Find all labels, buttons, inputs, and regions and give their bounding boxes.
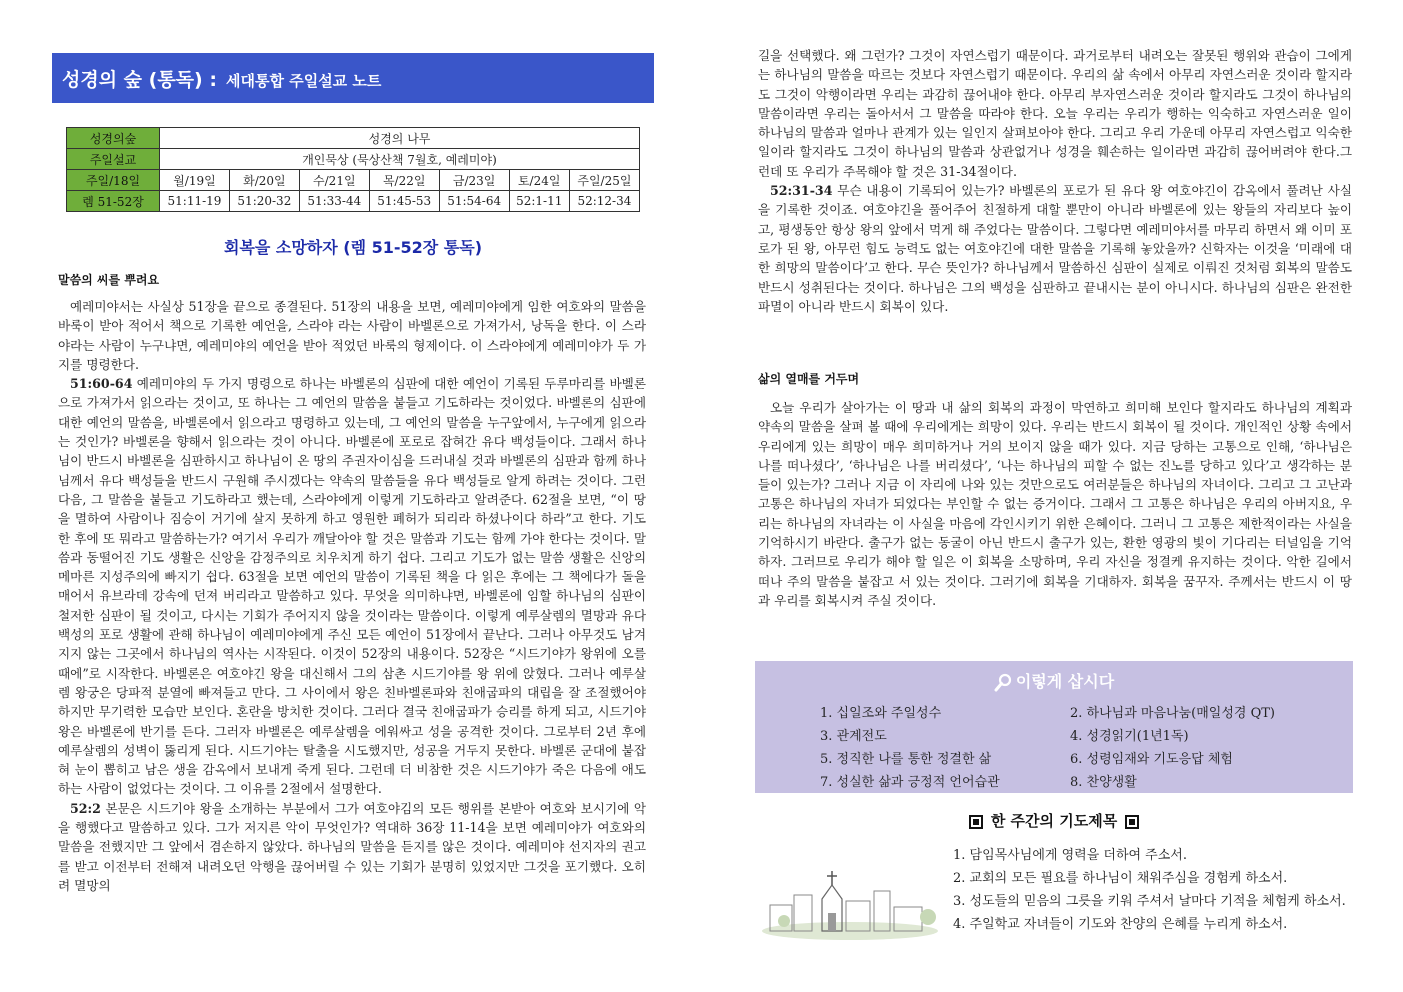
verse-reference: 52:31-34 [770,183,833,199]
live-guide-box [755,661,1353,793]
table-cell: 성경의 나무 [160,128,640,149]
table-cell: 월/19일 [160,170,230,191]
table-cell: 주일설교 [67,149,160,170]
paragraph-text: 무슨 내용이 기록되어 있는가? 바벨론의 포로가 된 유다 왕 여호야긴이 감옥에서 풀려난 사실을 기록한 것이죠. 여호야긴을 풀어주어 친절하게 대할 뿐만이 아니라 바벨론에 있는 왕들의 자리보다 높이고, 평생동안 항상 왕의 앞에서 먹게 해 주었다는 말씀이다. 그렇다면 예레미야서를 마무리 하면서 왜 이미 포로가 된 왕, 아무런 힘도 능력도 없는 여호야긴에 대한 말씀을 기록해 놓았을까? 신학자는 이것을 ‘미래에 대한 희망의 말씀이다’고 한다. 무슨 뜻인가? 하나님께서 말씀하신 심판이 실제로 이뤄진 것처럼 회복의 말씀도 반드시 성취된다는 것이다. 하나님은 그의 백성을 심판하고 끝내시는 분이 아니시다. 하나님의 심판은 완전한 파멸이 아니라 반드시 회복이 있다. [758,183,1352,314]
list-item: 2. 하나님과 마음나눔(매일성경 QT) [1070,706,1275,721]
table-cell: 금/23일 [439,170,509,191]
table-row [67,128,640,149]
list-item: 7. 성실한 삶과 긍정적 언어습관 [820,775,1000,790]
list-item: 5. 정직한 나를 통한 정결한 삶 [820,752,992,767]
magnifier-icon [994,673,1012,693]
paragraph: 길을 선택했다. 왜 그런가? 그것이 자연스럽기 때문이다. 과거로부터 내려오는 잘못된 행위와 관습이 그에게는 하나님의 말씀을 따르는 것보다 자연스럽기 때문이다. 우리의 삶 속에서 아무리 자연스러운 것이라 할지라도 그것이 악행이라면 우리는 과감히 끊어내야 한다. 아무리 부자연스러운 것이라 할지라도 그것이 하나님의 말씀이라면 우리는 돌아서서 그 말씀을 따라야 한다. 오늘 우리는 우리가 행하는 익숙하고 자연스러운 일이 하나님의 말씀과 얼마나 관계가 있는 일인지 살펴보아야 한다. 그리고 우리 가운데 아무리 자연스럽고 익숙한 일이라 할지라도 그것이 하나님의 말씀과 상관없거나 성경을 훼손하는 일이라면 과감히 끊어버려야 한다.그런데 또 우리가 주목해야 할 것은 31-34절이다. [758,48,1352,179]
table-cell: 개인묵상 (묵상산책 7월호, 예레미야) [160,149,640,170]
table-cell: 성경의숲 [67,128,160,149]
paragraph-text: 본문은 시드기야 왕을 소개하는 부분에서 그가 여호야김의 모든 행위를 본받아 여호와 보시기에 악을 행했다고 말씀하고 있다. 그가 저지른 악이 무엇인가? 역대하 36장 11-14을 보면 예레미야가 여호와의 말씀을 전했지만 그 앞에서 겸손하지 않았다. 하나님의 말씀을 듣지를 않은 것이다. 예레미야 선지자의 권고를 받고 이전부터 전해져 내려오던 악행을 끊어버릴 수 있는 기회가 분명히 있었지만 그것을 포기했다. 오히려 멸망의 [58,800,646,893]
paragraph [58,799,646,895]
paragraph [58,374,646,799]
page-header [52,53,654,103]
table-cell: 주일/18일 [67,170,160,191]
church-illustration [760,865,940,940]
section-heading: 말씀의 씨를 뿌려요 [58,273,160,287]
paragraph [758,181,1352,316]
table-cell: 51:20-32 [229,191,299,212]
square-bullet-icon [969,815,983,829]
section-heading: 삶의 열매를 거두며 [758,372,860,386]
list-item: 4. 주일학교 자녀들이 기도와 찬양의 은혜를 누리게 하소서. [953,917,1288,932]
table-cell: 51:33-44 [299,191,369,212]
paragraph: 예레미야서는 사실상 51장을 끝으로 종결된다. 51장의 내용을 보면, 예레미야에게 임한 여호와의 말씀을 바룩이 받아 적어서 책으로 기록한 예언을, 스라야 라는 사람이 바벨론으로 가져가서, 낭독을 한다. 이 스라야라는 사람이 누구냐면, 예레미야의 예언을 받아 적었던 바룩의 형제이다. 이 스라야에게 예레미야가 두 가지를 명령한다. [58,299,646,372]
table-row [67,191,640,212]
table-cell: 51:11-19 [160,191,230,212]
table-cell: 주일/25일 [569,170,639,191]
live-guide-title [755,669,1353,693]
list-item: 4. 성경읽기(1년1독) [1070,729,1189,744]
paragraph-text: 예레미야의 두 가지 명령으로 하나는 바벨론의 심판에 대한 예언이 기록된 두루마리를 바벨론으로 가져가서 읽으라는 것이고, 또 하나는 그 예언의 말씀을 붙들고 기도하라는 것이었다. 바벨론의 심판에 대한 예언의 말씀을, 바벨론에서 읽으라고 명령하고 있는데, 그 예언의 말씀을 누구앞에서, 누구에게 읽으라는 것인가? 바벨론을 향해서 읽으라는 것이 아니다. 바벨론에 포로로 잡혀간 유다 백성들이다. 그래서 하나님이 반드시 바벨론을 심판하시고 하나님이 온 땅의 주권자이심을 드러내실 것과 바벨론의 심판과 함께 하나님께서 유다 백성들을 반드시 구원해 주시겠다는 약속의 말씀들을 유다 백성들로 알게 하려는 것이다. 그런 다음, 그 말씀을 붙들고 기도하라고 했는데, 스라야에게 이렇게 기도하라고 알려준다. 62절을 보면, “이 땅을 멸하여 사람이나 짐승이 거기에 살지 못하게 하고 영원한 폐허가 되리라 하셨나이다 하라”고 한다. 기도한 후에 또 뭐라고 말씀하는가? 여기서 우리가 깨달아야 할 것은 말씀과 기도는 함께 가야 한다는 것이다. 말씀과 동떨어진 기도 생활은 신앙을 감정주의로 치우치게 하기 쉽다. 그리고 기도가 없는 말씀 생활은 신앙의 메마른 지성주의에 빠지기 쉽다. 63절을 보면 예언의 말씀이 기록된 책을 다 읽은 후에는 그 책에다가 돌을 매어서 유브라데 강속에 던져 버리라고 말씀하고 있다. 무엇을 의미하냐면, 바벨론에 임할 하나님의 심판이 철저한 심판이 될 것이고, 다시는 기회가 주어지지 않을 것이라는 말씀이다. 이렇게 예루살렘의 멸망과 유다 백성의 포로 생활에 관해 하나님이 예레미야에게 주신 모든 예언이 51장에서 끝난다. 그러나 아무것도 남겨지지 않는 그곳에서 하나님의 역사는 시작된다. 이것이 52장의 내용이다. 52장은 “시드기야가 왕위에 오를 때에”로 시작한다. 바벨론은 여호야긴 왕을 대신해서 그의 삼촌 시드기야를 왕 위에 앉혔다. 그러나 예루살렘 왕궁은 당파적 분열에 빠져들고 만다. 그 사이에서 왕은 친바벨론파와 친애굽파의 대립을 잘 조절했어야 하지만 무기력한 모습만 보인다. 혼란을 방치한 것이다. 그러다 결국 친애굽파가 승리를 하게 되고, 시드기야 왕은 바벨론에 반기를 든다. 그러자 바벨론은 예루살렘을 에워싸고 성을 공격한 것이다. 그로부터 2년 후에 예루살렘의 성벽이 뚫리게 된다. 시드기야는 탈출을 시도했지만, 성공을 거두지 못한다. 바벨론 군대에 붙잡혀 눈이 뽑히고 남은 생을 감옥에서 보내게 죽게 된다. 그런데 더 비참한 것은 시드기야가 죽은 다음에 애도하는 사람이 없었다는 것이다. 그 이유를 2절에서 설명한다. [58,376,646,797]
table-cell: 52:12-34 [569,191,639,212]
table-cell: 51:45-53 [369,191,439,212]
right-column-text-2 [758,398,1352,628]
table-cell: 수/21일 [299,170,369,191]
table-cell: 51:54-64 [439,191,509,212]
list-item: 3. 성도들의 믿음의 그릇을 키워 주셔서 날마다 기적을 체험케 하소서. [953,894,1346,909]
reading-schedule-table [66,127,640,212]
left-column-text [58,297,646,937]
list-item: 8. 찬양생활 [1070,775,1137,790]
list-item: 1. 담임목사님에게 영력을 더하여 주소서. [953,848,1187,863]
list-item: 6. 성령임재와 기도응답 체험 [1070,752,1233,767]
verse-reference: 51:60-64 [70,376,133,392]
list-item: 3. 관계전도 [820,729,887,744]
table-row [67,170,640,191]
verse-reference: 52:2 [70,800,101,816]
list-item: 2. 교회의 모든 필요를 하나님이 채워주심을 경험케 하소서. [953,871,1288,886]
paragraph: 오늘 우리가 살아가는 이 땅과 내 삶의 회복의 과정이 막연하고 희미해 보인다 할지라도 하나님의 계획과 약속의 말씀을 살펴 볼 때에 우리에게는 희망이 있다. 우리는 반드시 회복이 될 것이다. 개인적인 상황 속에서 우리에게 있는 희망이 매우 희미하거나 거의 보이지 않을 때가 있다. 지금 당하는 고통으로 인해, ‘하나님은 나를 떠나셨다’, ‘하나님은 나를 버리셨다’, ‘나는 하나님의 피할 수 없는 진노를 당하고 있다’고 생각하는 분들이 있는가? 그러나 지금 이 자리에 나와 있는 것만으로도 여러분들은 하나님의 자녀이다. 그리고 그 고난과 고통은 하나님의 자녀가 되었다는 부인할 수 없는 증거이다. 그래서 그 고통은 하나님은 우리의 아버지요, 우리는 하나님의 자녀라는 이 사실을 마음에 각인시키기 위한 은혜이다. 그러니 그 고통은 제한적이라는 사실을 기억하시기 바란다. 출구가 없는 동굴이 아닌 반드시 출구가 있는, 환한 영광의 빛이 기다리는 터널임을 기억하자. 그러므로 우리가 해야 할 일은 이 회복을 소망하며, 우리 자신을 정결케 유지하는 것이다. 악한 길에서 떠나 주의 말씀을 붙잡고 서 있는 것이다. 그러기에 회복을 기대하자. 회복을 꿈꾸자. 주께서는 반드시 이 땅과 우리를 회복시켜 주실 것이다. [758,400,1352,608]
header-subtitle: 세대통합 주일설교 노트 [226,72,382,90]
header-title: 성경의 숲 (통독) : [62,69,217,91]
list-item: 1. 십일조와 주일성수 [820,706,942,721]
table-cell: 52:1-11 [509,191,569,212]
table-cell: 목/22일 [369,170,439,191]
table-cell: 화/20일 [229,170,299,191]
sermon-title: 회복을 소망하자 (렘 51-52장 통독) [223,238,483,257]
table-row [67,149,640,170]
prayer-title [755,810,1353,831]
table-cell: 렘 51-52장 [67,191,160,212]
square-bullet-icon [1125,815,1139,829]
prayer-title-text: 한 주간의 기도제목 [990,812,1118,830]
table-cell: 토/24일 [509,170,569,191]
right-column-text [758,46,1352,351]
live-guide-title-text: 이렇게 삽시다 [1015,672,1115,691]
